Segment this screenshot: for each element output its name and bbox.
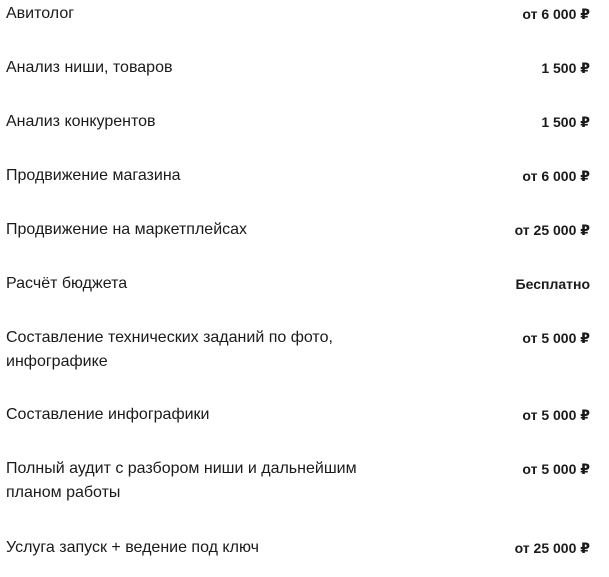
price-row-infographics bbox=[6, 403, 590, 427]
service-name: Составление технических заданий по фото, инфографике bbox=[6, 329, 333, 370]
service-price: от 5 000 ₽ bbox=[522, 330, 590, 346]
price-row-turnkey-launch bbox=[6, 536, 590, 560]
price-row-full-audit bbox=[6, 457, 590, 505]
service-price: Бесплатно bbox=[515, 276, 590, 292]
price-row-avitolog bbox=[6, 2, 590, 26]
service-name: Полный аудит с разбором ниши и дальнейшим планом работы bbox=[6, 460, 357, 501]
service-name: Расчёт бюджета bbox=[6, 275, 128, 292]
service-price: от 5 000 ₽ bbox=[522, 461, 590, 477]
price-row-store-promotion bbox=[6, 164, 590, 188]
service-price: от 5 000 ₽ bbox=[522, 407, 590, 423]
price-row-technical-specs bbox=[6, 326, 590, 374]
service-price: от 25 000 ₽ bbox=[514, 540, 590, 556]
price-row-niche-analysis bbox=[6, 56, 590, 80]
price-row-competitor-analysis bbox=[6, 110, 590, 134]
service-price: от 25 000 ₽ bbox=[514, 222, 590, 238]
price-row-budget-calculation bbox=[6, 272, 590, 296]
service-name: Продвижение на маркетплейсах bbox=[6, 221, 248, 238]
service-name: Составление инфографики bbox=[6, 406, 210, 423]
service-name: Анализ ниши, товаров bbox=[6, 59, 173, 76]
service-price: от 6 000 ₽ bbox=[522, 6, 590, 22]
service-price: 1 500 ₽ bbox=[541, 114, 590, 130]
service-price: от 6 000 ₽ bbox=[522, 168, 590, 184]
service-name: Авитолог bbox=[6, 5, 75, 22]
service-name: Анализ конкурентов bbox=[6, 113, 156, 130]
price-row-marketplace-promotion bbox=[6, 218, 590, 242]
service-name: Продвижение магазина bbox=[6, 167, 181, 184]
service-name: Услуга запуск + ведение под ключ bbox=[6, 539, 259, 556]
service-price: 1 500 ₽ bbox=[541, 60, 590, 76]
